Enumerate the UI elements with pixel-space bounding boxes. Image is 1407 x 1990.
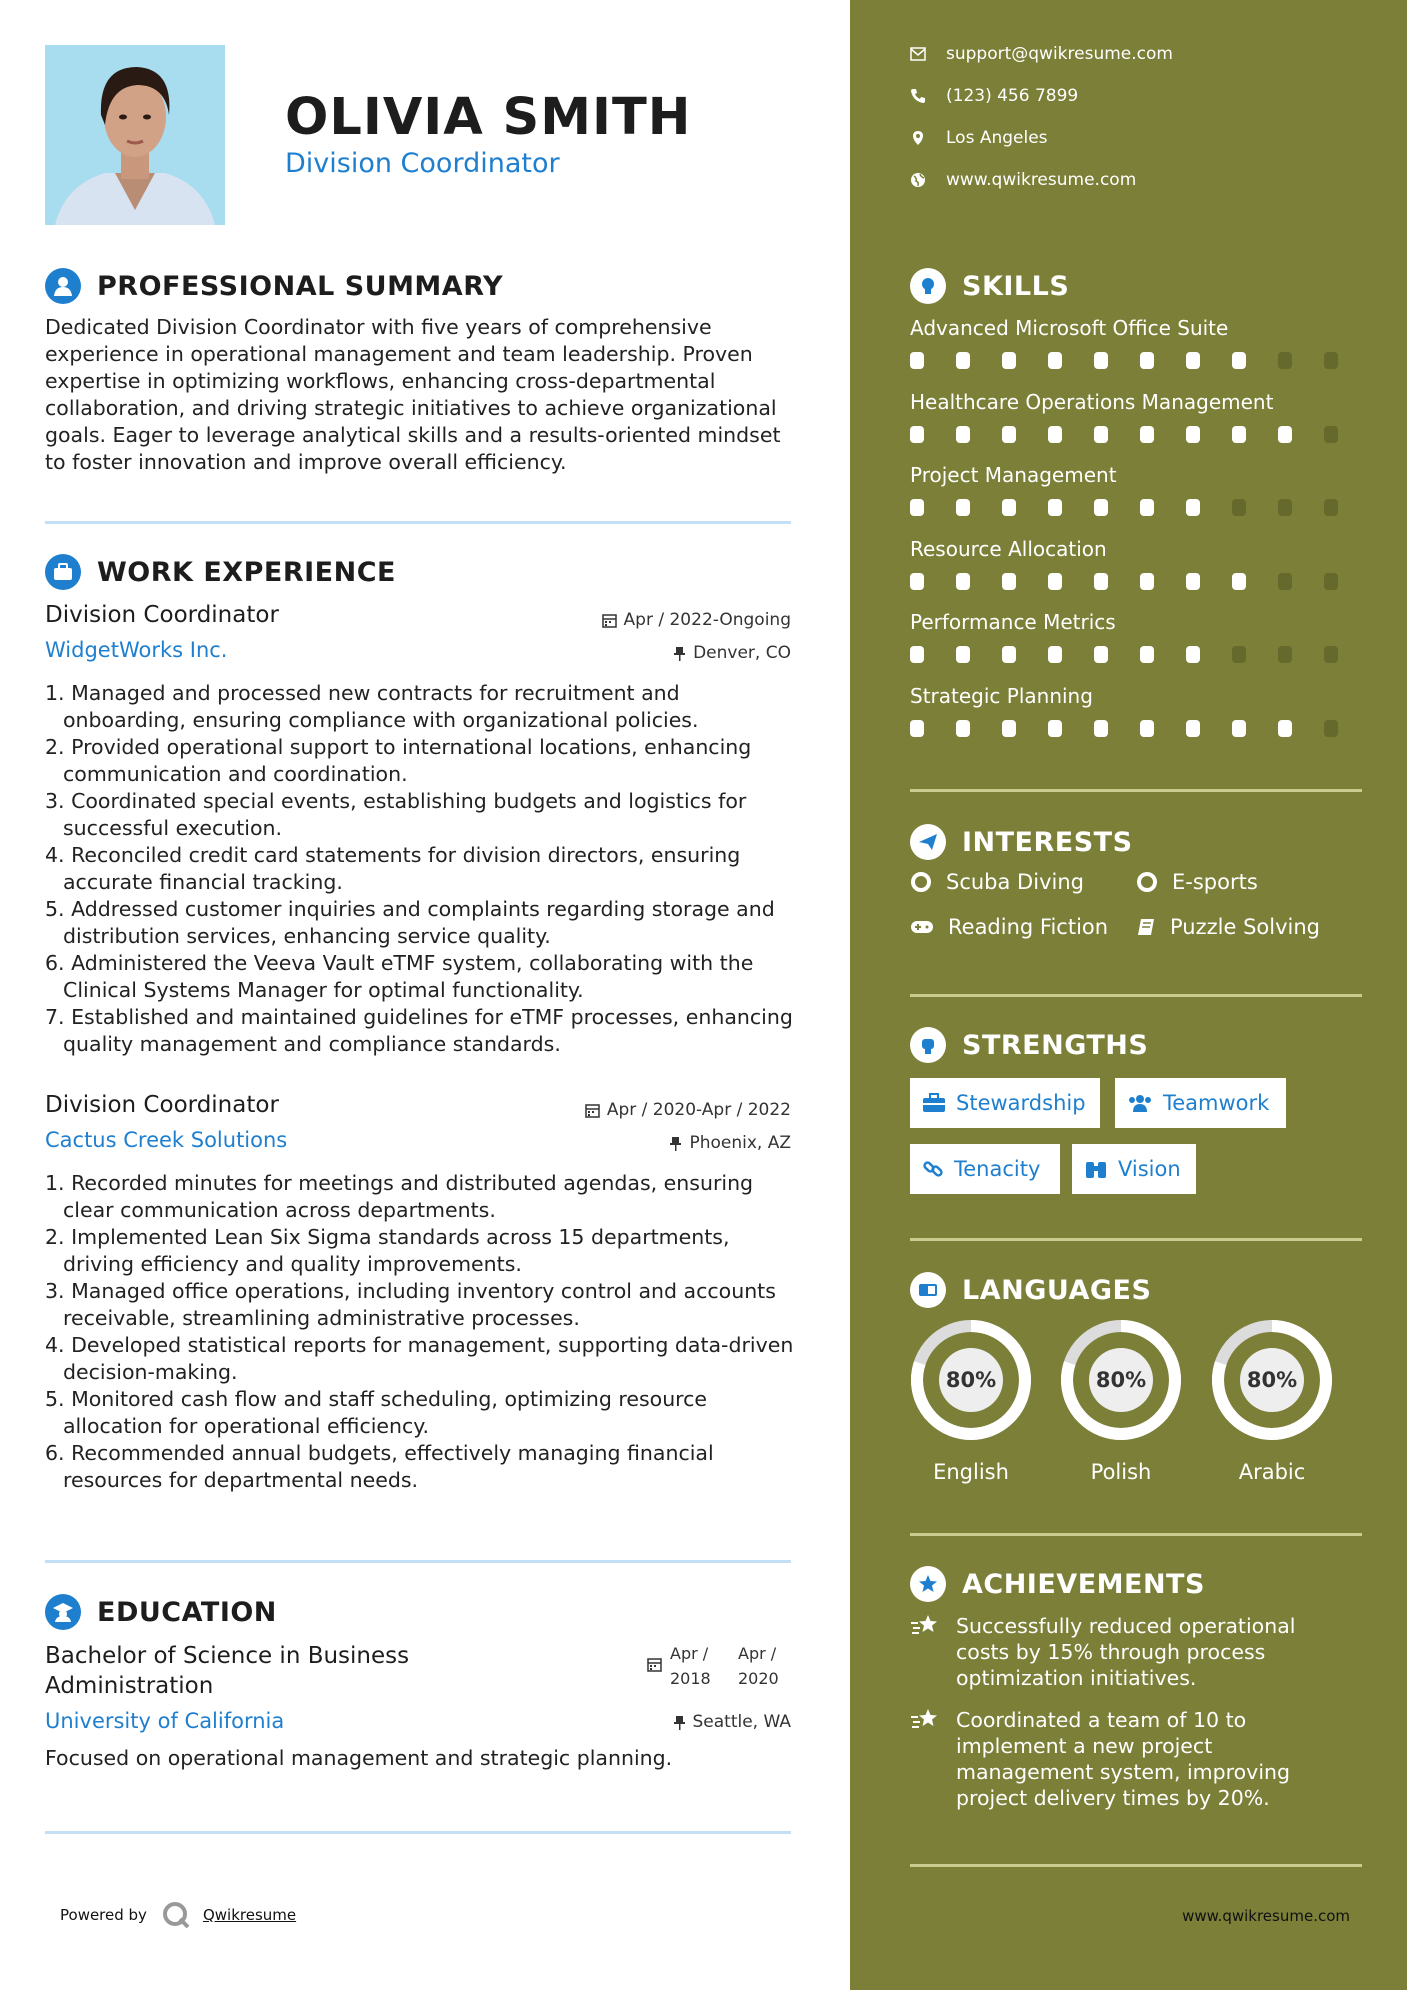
rating-dot-empty <box>1232 499 1246 516</box>
rating-dot-filled <box>956 646 970 663</box>
rating-dot-filled <box>1232 352 1246 369</box>
contact-location <box>910 128 1048 148</box>
rating-dot-empty <box>1278 499 1292 516</box>
divider <box>45 1560 791 1563</box>
job-title: Division Coordinator <box>45 602 279 628</box>
rating-dot-filled <box>1232 720 1246 737</box>
interest-label: E-sports <box>1172 870 1258 894</box>
rating-dot-empty <box>1278 573 1292 590</box>
skill-row <box>910 316 1370 369</box>
job-location-text: Phoenix, AZ <box>689 1133 791 1153</box>
language-name: Arabic <box>1238 1460 1306 1484</box>
education-entry <box>45 1641 791 1733</box>
contact-email <box>910 44 1173 64</box>
rating-dot-filled <box>1002 573 1016 590</box>
rating-dot-filled <box>1094 352 1108 369</box>
skill-rating <box>910 646 1370 663</box>
list-item: 7. Established and maintained guidelines for eTMF processes, enhancing quality management and compliance standards. <box>45 1005 793 1056</box>
languages-heading-row <box>910 1272 1151 1308</box>
job-location-text: Denver, CO <box>693 643 791 663</box>
rating-dot-empty <box>1324 720 1338 737</box>
contact-phone <box>910 86 1078 106</box>
rating-dot-filled <box>1186 646 1200 663</box>
interests-heading: INTERESTS <box>962 826 1133 858</box>
rating-dot-empty <box>1232 646 1246 663</box>
interest-label: Reading Fiction <box>948 915 1109 939</box>
pin-icon <box>673 646 686 661</box>
job-entry <box>45 602 791 662</box>
interest-item <box>910 870 1084 894</box>
job-bullets <box>45 680 805 1058</box>
sidebar <box>850 0 1407 1990</box>
strengths-heading: STRENGTHS <box>962 1029 1149 1061</box>
skill-rating <box>910 573 1370 590</box>
rating-dot-empty <box>1324 573 1338 590</box>
skill-name: Advanced Microsoft Office Suite <box>910 316 1229 340</box>
education-dates <box>647 1641 806 1691</box>
pin-icon <box>669 1136 682 1151</box>
achievement-text: Coordinated a team of 10 to implement a new project management system, improving project delivery times by 20%. <box>956 1708 1291 1810</box>
qwikresume-logo-icon <box>161 1900 191 1930</box>
rating-dot-filled <box>1232 573 1246 590</box>
rating-dot-filled <box>1048 426 1062 443</box>
skill-rating <box>910 720 1370 737</box>
pin-icon <box>673 1715 686 1730</box>
end-date-month: Apr / <box>738 1644 777 1663</box>
rating-dot-empty <box>1278 646 1292 663</box>
achievements-heading: ACHIEVEMENTS <box>962 1568 1205 1600</box>
interest-label: Puzzle Solving <box>1170 915 1320 939</box>
list-item: 3. Managed office operations, including inventory control and accounts receivable, streamlining administrative processes. <box>45 1279 776 1330</box>
rating-dot-filled <box>956 499 970 516</box>
skill-rating <box>910 499 1370 516</box>
skill-row <box>910 463 1370 516</box>
degree: Bachelor of Science in Business Administration <box>45 1643 410 1699</box>
job-entry <box>45 1092 791 1152</box>
divider <box>910 1238 1362 1241</box>
fist-icon <box>910 1027 946 1063</box>
rating-dot-filled <box>1140 499 1154 516</box>
graduate-icon <box>45 1594 81 1630</box>
qwikresume-link[interactable]: Qwikresume <box>202 1906 297 1924</box>
list-item: 4. Reconciled credit card statements for division directors, ensuring accurate financial tracking. <box>45 843 741 894</box>
list-item: 4. Developed statistical reports for management, supporting data-driven decision-making. <box>45 1333 794 1384</box>
rating-dot-filled <box>910 426 924 443</box>
divider <box>910 1533 1362 1536</box>
rating-dot-filled <box>956 352 970 369</box>
rating-dot-filled <box>1140 352 1154 369</box>
rating-dot-filled <box>1048 646 1062 663</box>
summary-text: Dedicated Division Coordinator with five years of comprehensive experience in operational management and team leadership. Proven expertise in optimizing workflows, enhancing cross-departmental collaboration, and driving strategic initiatives to achieve organizational goals. Eager to leverage analytical skills and a results-oriented mindset to foster innovation and improve overall efficiency. <box>45 315 781 474</box>
location-pin-icon <box>910 130 926 146</box>
rating-dot-empty <box>1324 352 1338 369</box>
rating-dot-filled <box>1278 426 1292 443</box>
strength-tag <box>1072 1144 1196 1194</box>
achievements-heading-row <box>910 1566 1205 1602</box>
job-bullets <box>45 1170 805 1494</box>
language-gauge <box>1210 1318 1334 1442</box>
list-item: 1. Managed and processed new contracts for recruitment and onboarding, ensuring compliance with organizational policies. <box>45 681 699 732</box>
list-item: 6. Administered the Veeva Vault eTMF system, collaborating with the Clinical Systems Manager for optimal functionality. <box>45 951 754 1002</box>
rating-dot-filled <box>1048 499 1062 516</box>
job-dates <box>602 610 791 630</box>
skill-rating <box>910 426 1370 443</box>
work-heading-row <box>45 554 396 590</box>
rating-dot-filled <box>1232 426 1246 443</box>
briefcase-icon <box>45 554 81 590</box>
skills-heading-row <box>910 268 1069 304</box>
divider <box>45 521 791 524</box>
divider <box>910 789 1362 792</box>
skill-rating <box>910 352 1370 369</box>
rating-dot-filled <box>956 426 970 443</box>
rating-dot-filled <box>910 499 924 516</box>
life-ring-icon <box>1136 871 1158 893</box>
profile-photo <box>45 45 225 225</box>
website-text[interactable]: www.qwikresume.com <box>946 170 1137 190</box>
strength-label: Teamwork <box>1163 1091 1270 1115</box>
rating-dot-filled <box>1186 426 1200 443</box>
language-gauge <box>1059 1318 1183 1442</box>
language-gauge <box>909 1318 1033 1442</box>
calendar-icon <box>602 613 617 628</box>
rating-dot-filled <box>1048 720 1062 737</box>
candidate-name: OLIVIA SMITH <box>285 88 692 147</box>
education-note: Focused on operational management and strategic planning. <box>45 1746 673 1770</box>
binoculars-icon <box>1084 1159 1108 1179</box>
list-item: 3. Coordinated special events, establishing budgets and logistics for successful execution. <box>45 789 747 840</box>
rating-dot-filled <box>1002 352 1016 369</box>
rating-dot-empty <box>1324 499 1338 516</box>
book-icon <box>1136 917 1156 937</box>
rating-dot-filled <box>1094 573 1108 590</box>
company-name: WidgetWorks Inc. <box>45 638 228 662</box>
candidate-title: Division Coordinator <box>285 148 560 179</box>
interest-item <box>1136 915 1320 939</box>
rating-dot-filled <box>1186 352 1200 369</box>
divider <box>910 1864 1362 1867</box>
rating-dot-filled <box>910 352 924 369</box>
rating-dot-filled <box>1094 646 1108 663</box>
strength-tag <box>910 1078 1100 1128</box>
achievement-item <box>910 1613 1350 1691</box>
language-item <box>909 1318 1033 1484</box>
phone-text: (123) 456 7899 <box>946 86 1079 106</box>
interest-label: Scuba Diving <box>946 870 1084 894</box>
shooting-star-icon <box>910 1707 940 1733</box>
start-date-year: 2018 <box>670 1669 711 1688</box>
rating-dot-filled <box>1140 720 1154 737</box>
gauge-percent: 80% <box>1095 1368 1147 1392</box>
job-dates <box>585 1100 791 1120</box>
strength-label: Vision <box>1118 1157 1181 1181</box>
list-item: 5. Addressed customer inquiries and complaints regarding storage and distribution services, enhancing service quality. <box>45 897 775 948</box>
strength-label: Stewardship <box>956 1091 1086 1115</box>
company-name: Cactus Creek Solutions <box>45 1128 288 1152</box>
rating-dot-filled <box>1278 720 1292 737</box>
strength-tag <box>910 1144 1060 1194</box>
list-item: 5. Monitored cash flow and staff scheduling, optimizing resource allocation for operational efficiency. <box>45 1387 708 1438</box>
rating-dot-filled <box>910 646 924 663</box>
skill-name: Strategic Planning <box>910 683 1093 708</box>
rating-dot-filled <box>1186 499 1200 516</box>
divider <box>910 994 1362 997</box>
rating-dot-filled <box>1002 646 1016 663</box>
skill-name: Healthcare Operations Management <box>910 389 1274 414</box>
list-item: 1. Recorded minutes for meetings and distributed agendas, ensuring clear communication across departments. <box>45 1171 754 1222</box>
star-badge-icon <box>910 1566 946 1602</box>
email-text[interactable]: support@qwikresume.com <box>946 44 1173 64</box>
language-item <box>1210 1318 1334 1484</box>
paper-plane-icon <box>910 824 946 860</box>
school-name: University of California <box>45 1709 285 1733</box>
link-icon <box>922 1158 944 1180</box>
rating-dot-filled <box>1002 499 1016 516</box>
contact-website <box>910 170 1136 190</box>
skill-name: Project Management <box>910 463 1117 487</box>
briefcase-icon <box>922 1093 946 1113</box>
footer-website[interactable]: www.qwikresume.com <box>1182 1907 1350 1925</box>
education-heading-row <box>45 1594 277 1630</box>
list-item: 2. Implemented Lean Six Sigma standards across 15 departments, driving efficiency and quality improvements. <box>45 1225 730 1276</box>
lightbulb-icon <box>910 268 946 304</box>
rating-dot-filled <box>1140 646 1154 663</box>
gamepad-icon <box>910 919 934 935</box>
calendar-icon <box>585 1103 600 1118</box>
job-title: Division Coordinator <box>45 1092 279 1118</box>
job-location <box>669 1133 791 1153</box>
gauge-percent: 80% <box>945 1368 997 1392</box>
achievement-item <box>910 1707 1350 1811</box>
work-heading: WORK EXPERIENCE <box>97 556 396 588</box>
end-date <box>738 1641 806 1691</box>
rating-dot-filled <box>1094 499 1108 516</box>
interest-item <box>1136 870 1258 894</box>
education-location <box>673 1712 792 1732</box>
strength-tag <box>1115 1078 1286 1128</box>
rating-dot-filled <box>1002 426 1016 443</box>
list-item: 6. Recommended annual budgets, effectively managing financial resources for departmental needs. <box>45 1441 714 1492</box>
list-item: 2. Provided operational support to international locations, enhancing communication and coordination. <box>45 735 752 786</box>
skills-heading: SKILLS <box>962 270 1070 302</box>
divider <box>45 1831 791 1834</box>
location-text: Los Angeles <box>946 128 1048 148</box>
rating-dot-empty <box>1278 352 1292 369</box>
strengths-heading-row <box>910 1027 1148 1063</box>
skill-row <box>910 390 1370 443</box>
education-heading: EDUCATION <box>97 1596 277 1628</box>
skill-row <box>910 610 1370 663</box>
rating-dot-filled <box>956 720 970 737</box>
strength-label: Tenacity <box>954 1157 1041 1181</box>
shooting-star-icon <box>910 1613 940 1639</box>
rating-dot-filled <box>910 720 924 737</box>
users-icon <box>1127 1093 1153 1113</box>
start-date-month: Apr / <box>670 1644 709 1663</box>
interest-item <box>910 915 1108 939</box>
powered-by-label: Powered by <box>60 1906 147 1924</box>
job-dates-text: Apr / 2020-Apr / 2022 <box>606 1100 791 1120</box>
rating-dot-filled <box>1002 720 1016 737</box>
rating-dot-filled <box>1186 720 1200 737</box>
skill-row <box>910 537 1370 590</box>
phone-icon <box>910 88 926 104</box>
envelope-icon <box>910 47 926 61</box>
skill-row <box>910 684 1370 737</box>
footer-powered-by <box>60 1900 296 1930</box>
start-date <box>670 1641 738 1691</box>
skill-name: Resource Allocation <box>910 536 1107 561</box>
languages-heading: LANGUAGES <box>962 1274 1152 1306</box>
language-name: English <box>933 1460 1009 1484</box>
rating-dot-filled <box>1140 426 1154 443</box>
rating-dot-filled <box>1186 573 1200 590</box>
end-date-year: 2020 <box>738 1669 779 1688</box>
rating-dot-filled <box>1048 352 1062 369</box>
globe-icon <box>910 172 926 188</box>
language-item <box>1059 1318 1183 1484</box>
achievement-text: Successfully reduced operational costs by 15% through process optimization initiatives. <box>956 1614 1296 1690</box>
rating-dot-filled <box>1094 426 1108 443</box>
rating-dot-filled <box>1140 573 1154 590</box>
education-location-text: Seattle, WA <box>692 1712 791 1732</box>
rating-dot-filled <box>1094 720 1108 737</box>
rating-dot-filled <box>910 573 924 590</box>
rating-dot-filled <box>1048 573 1062 590</box>
language-icon <box>910 1272 946 1308</box>
job-dates-text: Apr / 2022-Ongoing <box>623 610 791 630</box>
life-ring-icon <box>910 871 932 893</box>
rating-dot-empty <box>1324 426 1338 443</box>
gauge-percent: 80% <box>1246 1368 1298 1392</box>
skill-name: Performance Metrics <box>910 610 1116 634</box>
summary-heading-row <box>45 268 503 304</box>
language-name: Polish <box>1090 1460 1152 1484</box>
rating-dot-empty <box>1324 646 1338 663</box>
summary-heading: PROFESSIONAL SUMMARY <box>97 270 504 302</box>
rating-dot-filled <box>956 573 970 590</box>
job-location <box>673 643 791 663</box>
user-icon <box>45 268 81 304</box>
interests-heading-row <box>910 824 1133 860</box>
calendar-icon <box>647 1657 662 1672</box>
